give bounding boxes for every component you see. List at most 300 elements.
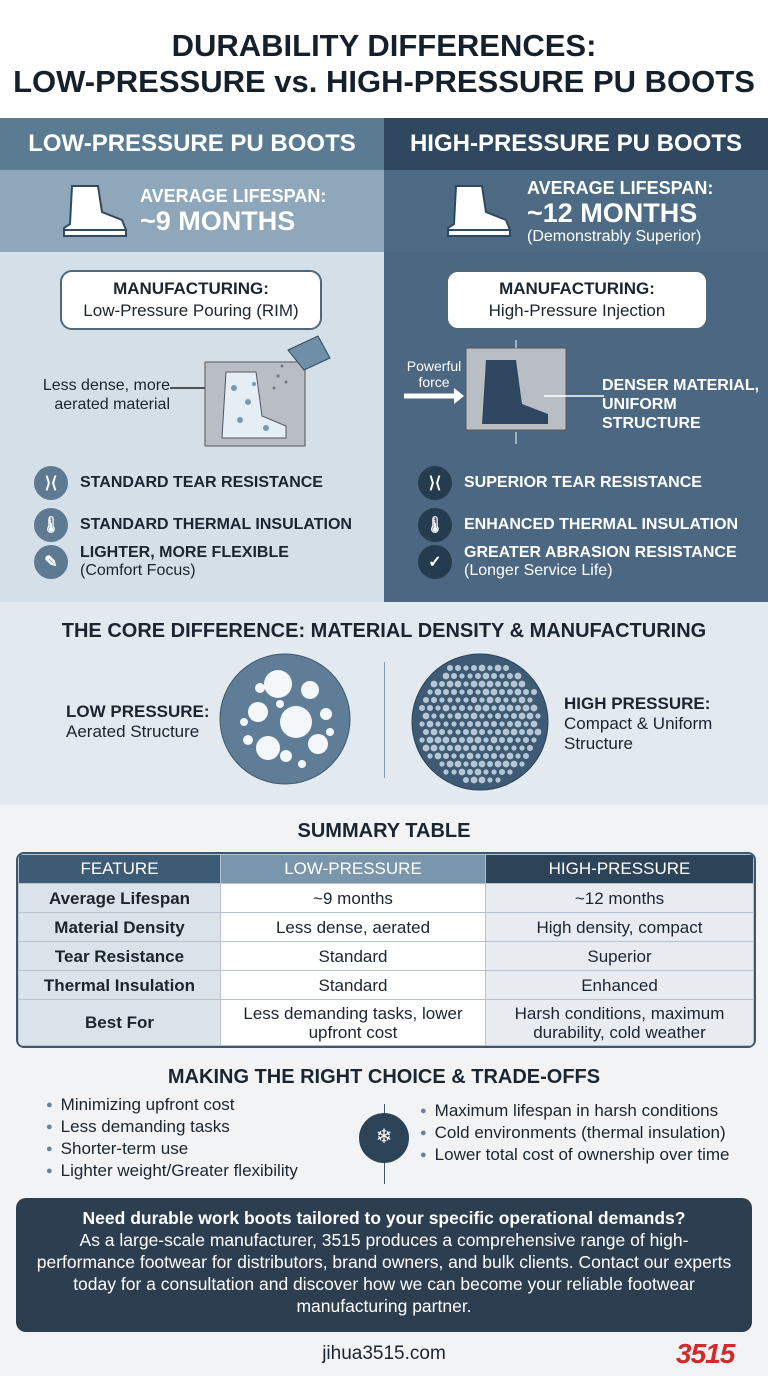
high-pressure-use-cases — [420, 1100, 729, 1166]
dense-cell — [523, 705, 530, 712]
dense-cell — [419, 721, 424, 726]
dense-cell — [479, 745, 485, 751]
dense-cell — [439, 713, 444, 718]
dense-cell — [495, 729, 501, 735]
dense-cell — [443, 737, 450, 744]
dense-cell — [467, 769, 473, 775]
dense-cell — [479, 777, 486, 784]
cta-box — [16, 1198, 752, 1332]
brand-logo: 3515 — [676, 1338, 735, 1369]
dense-cell — [455, 713, 462, 720]
air-bubble — [240, 718, 248, 726]
dense-cell — [451, 673, 457, 679]
dense-cell — [435, 705, 440, 710]
dense-cell — [455, 729, 460, 734]
list-item: ● Shorter-term use — [46, 1138, 298, 1160]
dense-cell — [423, 713, 430, 720]
table-cell: Material Density — [19, 913, 221, 942]
table-cell: Best For — [19, 1000, 221, 1046]
dense-cell — [463, 761, 468, 766]
dense-cell — [483, 689, 490, 696]
dense-cell — [503, 729, 510, 736]
dense-cell — [495, 761, 502, 768]
dense-cell — [507, 737, 513, 743]
dense-cell — [503, 665, 509, 671]
dense-cell — [483, 753, 489, 759]
dense-cell — [447, 713, 452, 718]
dense-cell — [475, 689, 480, 694]
dense-cell — [463, 777, 469, 783]
dense-cell — [459, 753, 464, 758]
dense-cell — [487, 713, 492, 718]
dense-cell — [511, 697, 516, 702]
dense-cell — [447, 681, 454, 688]
dense-cell — [459, 705, 465, 711]
feature-label: STANDARD TEAR RESISTANCE — [80, 474, 323, 491]
dense-cell — [451, 737, 457, 743]
dense-cell — [531, 689, 537, 695]
dense-cell — [419, 737, 424, 742]
pouring-mold-illustration — [170, 332, 340, 452]
dense-cell — [459, 769, 466, 776]
table-row — [19, 942, 754, 971]
list-item: ● Minimizing upfront cost — [46, 1094, 298, 1116]
manufacturing-bubble — [446, 270, 708, 330]
boot-icon — [62, 184, 128, 238]
dense-cell — [451, 721, 456, 726]
dense-cell — [447, 729, 452, 734]
page-title — [0, 0, 768, 118]
dense-cell — [495, 697, 501, 703]
dense-cell — [499, 769, 505, 775]
dense-cell — [507, 721, 513, 727]
high-structure-label — [564, 694, 744, 754]
air-bubble — [255, 683, 265, 693]
air-bubble — [264, 670, 292, 698]
boot-icon — [446, 184, 512, 238]
dense-cell — [439, 697, 444, 702]
dense-cell — [503, 745, 508, 750]
table-cell: Average Lifespan — [19, 884, 221, 913]
dense-cell — [507, 769, 512, 774]
high-lifespan-panel — [384, 170, 768, 252]
dense-cell — [471, 777, 478, 784]
dense-cell — [431, 713, 436, 718]
dense-cell — [503, 697, 508, 702]
dense-cell — [427, 689, 432, 694]
dense-cell — [471, 713, 478, 720]
dense-cell — [463, 729, 469, 735]
core-title: THE CORE DIFFERENCE: MATERIAL DENSITY & MANUFACTURING — [61, 620, 707, 642]
feature-text — [80, 516, 352, 534]
dense-cell — [447, 665, 453, 671]
low-pressure-details — [0, 252, 384, 602]
air-bubble — [276, 700, 284, 708]
snowflake-hand-icon: ❄ — [359, 1113, 409, 1163]
dense-cell — [503, 761, 510, 768]
dense-cell — [491, 689, 498, 696]
column-header: LOW-PRESSURE — [221, 855, 486, 884]
dense-cell — [423, 729, 429, 735]
tear-resistance-icon: ⟩⟨ — [418, 466, 452, 500]
dense-cell — [479, 761, 486, 768]
dense-cell — [523, 689, 529, 695]
dense-cell — [499, 753, 504, 758]
dense-cell — [443, 689, 449, 695]
dense-cell — [515, 673, 522, 680]
dense-cell — [487, 761, 493, 767]
dense-cell — [447, 697, 452, 702]
mfg-method: Low-Pressure Pouring (RIM) — [83, 301, 299, 320]
dense-cell — [467, 721, 473, 727]
dense-cell — [519, 681, 526, 688]
column-header: HIGH-PRESSURE — [486, 855, 754, 884]
title-line-2: LOW-PRESSURE vs. HIGH-PRESSURE PU BOOTS — [13, 64, 755, 99]
label: HIGH PRESSURE: — [564, 694, 711, 713]
dense-cell — [459, 673, 464, 678]
dense-cell — [467, 753, 474, 760]
dense-cell — [483, 769, 488, 774]
dense-cell — [435, 721, 440, 726]
dense-cell — [467, 689, 473, 695]
table-row — [19, 913, 754, 942]
dense-cell — [487, 777, 492, 782]
material-callout: Less dense, more aerated material — [42, 377, 170, 413]
dense-cell — [443, 673, 450, 680]
list-item: ● Lower total cost of ownership over time — [420, 1144, 729, 1166]
dense-cell — [487, 729, 492, 734]
choice-title: MAKING THE RIGHT CHOICE & TRADE-OFFS — [167, 1066, 601, 1088]
dense-cell — [511, 761, 518, 768]
dense-cell — [515, 737, 520, 742]
list-item: ● Lighter weight/Greater flexibility — [46, 1160, 298, 1182]
dense-cell — [515, 705, 521, 711]
dense-cell — [487, 665, 492, 670]
dense-cell — [459, 737, 465, 743]
dense-cell — [427, 721, 434, 728]
dense-cell — [451, 705, 456, 710]
dense-cell — [535, 713, 540, 718]
dense-cell — [451, 753, 456, 758]
dense-cell — [503, 713, 508, 718]
table-cell: Less dense, aerated — [221, 913, 486, 942]
dense-cell — [439, 761, 444, 766]
summary-table — [18, 854, 754, 1046]
mfg-title: MANUFACTURING: — [499, 279, 655, 298]
dense-cell — [475, 769, 482, 776]
dense-cell — [435, 737, 442, 744]
cta-body: As a large-scale manufacturer, 3515 produces a comprehensive range of high-performance footwear for distributors, brand owners, and bulk clients. Contact our experts today for a consultation and discover how we can become your reliable footwear manufacturing partner. — [36, 1230, 732, 1316]
dense-cell — [515, 721, 522, 728]
dense-cell — [519, 729, 525, 735]
air-bubble — [320, 708, 332, 720]
dense-cell — [499, 673, 504, 678]
dense-cell — [527, 729, 534, 736]
dense-cell — [499, 721, 504, 726]
dense-cell — [511, 713, 517, 719]
table-row — [19, 971, 754, 1000]
dense-cell — [495, 681, 501, 687]
air-bubble — [301, 681, 319, 699]
core-difference-section — [0, 602, 768, 805]
summary-table-wrap — [16, 852, 756, 1048]
thermometer-icon: 🌡 — [34, 508, 68, 542]
dense-cell — [483, 705, 490, 712]
dense-cell — [419, 705, 425, 711]
compact-structure-diagram — [410, 652, 550, 792]
dense-cell — [491, 769, 496, 774]
table-cell: Superior — [486, 942, 754, 971]
dense-cell — [467, 705, 472, 710]
material-callout: DENSER MATERIAL, UNIFORM STRUCTURE — [602, 377, 760, 432]
divider — [384, 662, 385, 778]
air-bubble — [280, 750, 292, 762]
feature-item — [34, 466, 323, 500]
dense-cell — [471, 665, 477, 671]
dense-cell — [475, 753, 480, 758]
dense-cell — [467, 737, 474, 744]
dense-cell — [463, 713, 469, 719]
title-line-1: DURABILITY DIFFERENCES: — [171, 28, 597, 63]
dense-cell — [483, 721, 489, 727]
dense-cell — [475, 721, 481, 727]
air-bubble — [256, 736, 280, 760]
feature-text — [80, 544, 289, 580]
air-bubble — [243, 735, 253, 745]
dense-cell — [463, 665, 468, 670]
air-bubble — [308, 734, 328, 754]
website-link[interactable]: jihua3515.com — [322, 1343, 446, 1364]
dense-cell — [483, 673, 490, 680]
dense-cell — [447, 745, 453, 751]
feature-label: GREATER ABRASION RESISTANCE — [464, 544, 737, 561]
dense-cell — [479, 665, 486, 672]
dense-cell — [471, 761, 478, 768]
feature-label: LIGHTER, MORE FLEXIBLE — [80, 544, 289, 561]
dense-cell — [447, 761, 454, 768]
dense-cell — [491, 753, 497, 759]
air-bubble — [248, 702, 268, 722]
dense-cell — [471, 697, 477, 703]
dense-cell — [479, 729, 485, 735]
column-header: FEATURE — [19, 855, 221, 884]
thermometer-icon: 🌡 — [418, 508, 452, 542]
dense-cell — [523, 737, 529, 743]
dense-cell — [531, 705, 538, 712]
dense-cell — [451, 769, 456, 774]
dense-cell — [507, 689, 513, 695]
dense-cell — [523, 753, 529, 759]
dense-cell — [487, 745, 493, 751]
feature-item — [34, 544, 289, 580]
dense-cell — [519, 761, 524, 766]
dense-cell — [523, 721, 528, 726]
dense-cell — [495, 713, 501, 719]
dense-cell — [435, 689, 442, 696]
air-bubble — [298, 760, 306, 768]
table-cell: ~12 months — [486, 884, 754, 913]
low-lifespan-panel — [0, 170, 384, 252]
dense-cell — [463, 681, 468, 686]
dense-cell — [431, 729, 438, 736]
force-label: Powerful force — [406, 358, 462, 390]
table-cell: ~9 months — [221, 884, 486, 913]
dense-cell — [535, 729, 542, 736]
feature-text — [464, 544, 737, 580]
dense-cell — [439, 729, 445, 735]
feature-label: STANDARD THERMAL INSULATION — [80, 516, 352, 533]
table-row — [19, 1000, 754, 1046]
dense-cell — [531, 721, 538, 728]
feather-icon: ✎ — [34, 545, 68, 579]
dense-cell — [531, 737, 536, 742]
low-pressure-header: LOW-PRESSURE PU BOOTS — [0, 118, 384, 170]
dense-cell — [431, 681, 438, 688]
mfg-title: MANUFACTURING: — [113, 279, 269, 298]
abrasion-icon: ✓ — [418, 545, 452, 579]
lifespan-label: AVERAGE LIFESPAN: — [140, 186, 327, 206]
dense-cell — [519, 745, 524, 750]
dense-cell — [459, 721, 464, 726]
table-cell: Thermal Insulation — [19, 971, 221, 1000]
dense-cell — [463, 745, 469, 751]
dense-cell — [495, 745, 500, 750]
dense-cell — [431, 745, 438, 752]
dense-cell — [443, 705, 450, 712]
dense-cell — [527, 697, 532, 702]
dense-cell — [515, 689, 522, 696]
dense-cell — [451, 689, 457, 695]
table-cell: Standard — [221, 971, 486, 1000]
dense-cell — [439, 745, 445, 751]
dense-cell — [511, 729, 518, 736]
dense-cell — [491, 737, 498, 744]
dense-cell — [423, 745, 430, 752]
dense-cell — [455, 681, 462, 688]
dense-cell — [427, 737, 434, 744]
table-cell: Harsh conditions, maximum durability, cold weather — [486, 1000, 754, 1046]
dense-cell — [479, 681, 486, 688]
high-pressure-details — [384, 252, 768, 602]
label: LOW PRESSURE: — [66, 702, 210, 721]
dense-cell — [491, 721, 497, 727]
dense-cell — [439, 681, 445, 687]
dense-cell — [479, 713, 484, 718]
dense-cell — [511, 745, 516, 750]
table-row — [19, 884, 754, 913]
feature-item — [418, 508, 738, 542]
low-structure-label — [66, 702, 210, 742]
dense-cell — [423, 697, 429, 703]
dense-cell — [503, 681, 509, 687]
dense-cell — [519, 697, 526, 704]
dense-cell — [443, 721, 448, 726]
dense-cell — [499, 689, 505, 695]
mfg-method: High-Pressure Injection — [488, 301, 666, 320]
feature-label: SUPERIOR TEAR RESISTANCE — [464, 474, 702, 491]
dense-cell — [495, 665, 502, 672]
desc: Aerated Structure — [66, 722, 200, 741]
list-item: ● Cold environments (thermal insulation) — [420, 1122, 729, 1144]
dense-cell — [471, 745, 477, 751]
summary-title: SUMMARY TABLE — [297, 820, 471, 842]
feature-item — [418, 466, 702, 500]
desc: Compact & Uniform Structure — [564, 714, 713, 753]
low-pressure-use-cases — [46, 1094, 298, 1182]
feature-text — [80, 474, 323, 492]
aerated-structure-diagram — [218, 652, 352, 786]
dense-cell — [459, 689, 464, 694]
dense-cell — [483, 737, 488, 742]
dense-cell — [471, 729, 478, 736]
feature-item — [34, 508, 352, 542]
dense-cell — [443, 769, 448, 774]
cta-headline: Need durable work boots tailored to your specific operational demands? — [82, 1208, 686, 1228]
lifespan-label: AVERAGE LIFESPAN: — [527, 178, 714, 198]
dense-cell — [467, 673, 472, 678]
dense-cell — [479, 697, 484, 702]
dense-cell — [495, 777, 500, 782]
dense-cell — [471, 681, 478, 688]
air-bubble — [280, 706, 312, 738]
feature-sub: (Longer Service Life) — [464, 562, 613, 579]
dense-cell — [455, 745, 462, 752]
dense-cell — [475, 673, 481, 679]
dense-cell — [455, 697, 460, 702]
dense-cell — [427, 705, 433, 711]
dense-cell — [491, 705, 496, 710]
dense-cell — [427, 753, 432, 758]
dense-cell — [475, 737, 482, 744]
list-item: ● Maximum lifespan in harsh conditions — [420, 1100, 729, 1122]
dense-cell — [475, 705, 482, 712]
table-cell: Tear Resistance — [19, 942, 221, 971]
table-cell: Standard — [221, 942, 486, 971]
dense-cell — [455, 665, 461, 671]
high-pressure-header: HIGH-PRESSURE PU BOOTS — [384, 118, 768, 170]
dense-cell — [507, 753, 514, 760]
table-cell: Enhanced — [486, 971, 754, 1000]
dense-cell — [507, 705, 514, 712]
dense-cell — [435, 753, 442, 760]
dense-cell — [527, 713, 534, 720]
dense-cell — [499, 737, 505, 743]
table-cell: High density, compact — [486, 913, 754, 942]
injection-mold-illustration — [404, 340, 604, 450]
manufacturing-bubble — [60, 270, 322, 330]
dense-cell — [455, 761, 462, 768]
feature-sub: (Comfort Focus) — [80, 562, 196, 579]
dense-cell — [431, 697, 437, 703]
lifespan-note: (Demonstrably Superior) — [527, 228, 702, 245]
list-item: ● Less demanding tasks — [46, 1116, 298, 1138]
lifespan-value: ~9 MONTHS — [140, 206, 296, 236]
feature-item — [418, 544, 737, 580]
lifespan-value: ~12 MONTHS — [527, 198, 698, 228]
dense-cell — [487, 697, 494, 704]
dense-cell — [443, 753, 449, 759]
dense-cell — [515, 753, 520, 758]
dense-cell — [487, 681, 494, 688]
table-cell: Less demanding tasks, lower upfront cost — [221, 1000, 486, 1046]
air-bubble — [326, 728, 334, 736]
dense-cell — [511, 681, 518, 688]
dense-cell — [491, 673, 497, 679]
tear-resistance-icon: ⟩⟨ — [34, 466, 68, 500]
feature-label: ENHANCED THERMAL INSULATION — [464, 516, 739, 533]
feature-text — [464, 474, 702, 492]
dense-cell — [463, 697, 468, 702]
